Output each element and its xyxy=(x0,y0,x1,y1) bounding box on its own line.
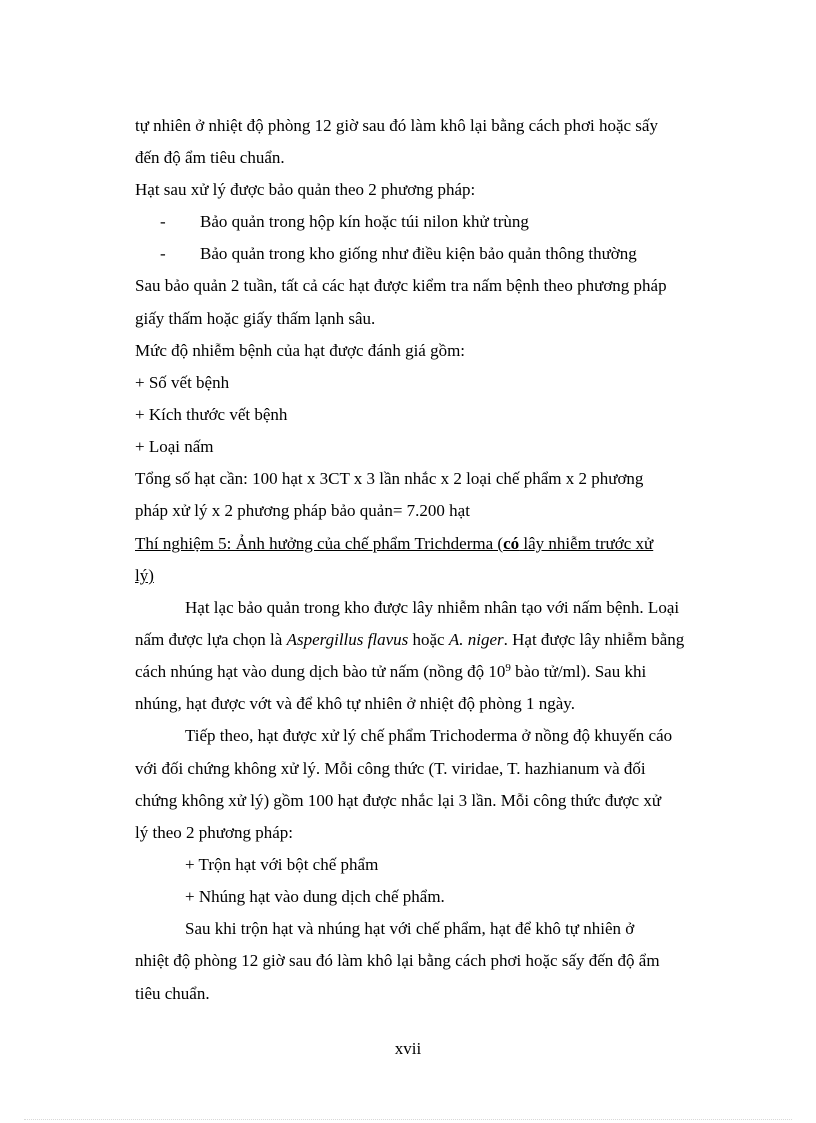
text-line: chứng không xử lý) gồm 100 hạt được nhắc lại 3 lần. Mỗi công thức được xử xyxy=(135,791,662,810)
bullet-dash: - xyxy=(160,212,166,231)
text-line: + Loại nấm xyxy=(135,437,214,456)
text-line: nhúng, hạt được vớt và để khô tự nhiên ở nhiệt độ phòng 1 ngày. xyxy=(135,694,575,713)
bullet-dash: - xyxy=(160,244,166,263)
section-heading-cont: lý) xyxy=(135,566,154,585)
text-line: Sau bảo quản 2 tuần, tất cả các hạt được kiểm tra nấm bệnh theo phương pháp xyxy=(135,276,667,295)
text-line: giấy thấm hoặc giấy thấm lạnh sâu. xyxy=(135,309,376,328)
text-line: cách nhúng hạt vào dung dịch bào tử nấm (nồng độ $10^9$ bào tử/ml). Sau khi xyxy=(135,662,647,681)
bullet-item: - Bảo quản trong kho giống như điều kiện bảo quản thông thường xyxy=(160,244,637,263)
page-number: xvii xyxy=(394,1039,422,1058)
text-line: lý theo 2 phương pháp: xyxy=(135,823,293,842)
text-line: + Số vết bệnh xyxy=(135,373,230,392)
text-line: tự nhiên ở nhiệt độ phòng 12 giờ sau đó làm khô lại bằng cách phơi hoặc sấy xyxy=(135,116,658,135)
text-line: pháp xử lý x 2 phương pháp bảo quản= 7.200 hạt xyxy=(135,501,470,520)
text-line: Tổng số hạt cần: 100 hạt x 3CT x 3 lần nhắc x 2 loại chế phẩm x 2 phương xyxy=(135,469,644,488)
text-line: nấm được lựa chọn là Aspergillus flavus hoặc A. niger. Hạt được lây nhiễm bằng xyxy=(135,630,685,649)
text-line: Mức độ nhiễm bệnh của hạt được đánh giá gồm: xyxy=(135,341,466,360)
bullet-item: - Bảo quản trong hộp kín hoặc túi nilon khử trùng xyxy=(160,212,529,231)
text-line: Hạt lạc bảo quản trong kho được lây nhiễm nhân tạo với nấm bệnh. Loại xyxy=(185,598,680,617)
text-line: + Kích thước vết bệnh xyxy=(135,405,288,424)
footer-divider xyxy=(24,1119,792,1120)
text-line: Sau khi trộn hạt và nhúng hạt với chế phẩm, hạt để khô tự nhiên ở xyxy=(185,919,635,938)
text-line: + Nhúng hạt vào dung dịch chế phẩm. xyxy=(185,887,445,906)
text-line: nhiệt độ phòng 12 giờ sau đó làm khô lại bằng cách phơi hoặc sấy đến độ ẩm xyxy=(135,951,660,970)
text-line: với đối chứng không xử lý. Mỗi công thức (T. viridae, T. hazhianum và đối xyxy=(135,759,646,778)
text-line: + Trộn hạt với bột chế phẩm xyxy=(185,855,379,874)
text-line: tiêu chuẩn. xyxy=(135,984,210,1003)
text-line: Tiếp theo, hạt được xử lý chế phẩm Trichoderma ở nồng độ khuyến cáo xyxy=(185,726,673,745)
text-line: Hạt sau xử lý được bảo quản theo 2 phương pháp: xyxy=(135,180,476,199)
section-heading: Thí nghiệm 5: Ảnh hưởng của chế phẩm Trichderma (có lây nhiễm trước xử xyxy=(135,534,654,553)
text-line: đến độ ẩm tiêu chuẩn. xyxy=(135,148,285,167)
